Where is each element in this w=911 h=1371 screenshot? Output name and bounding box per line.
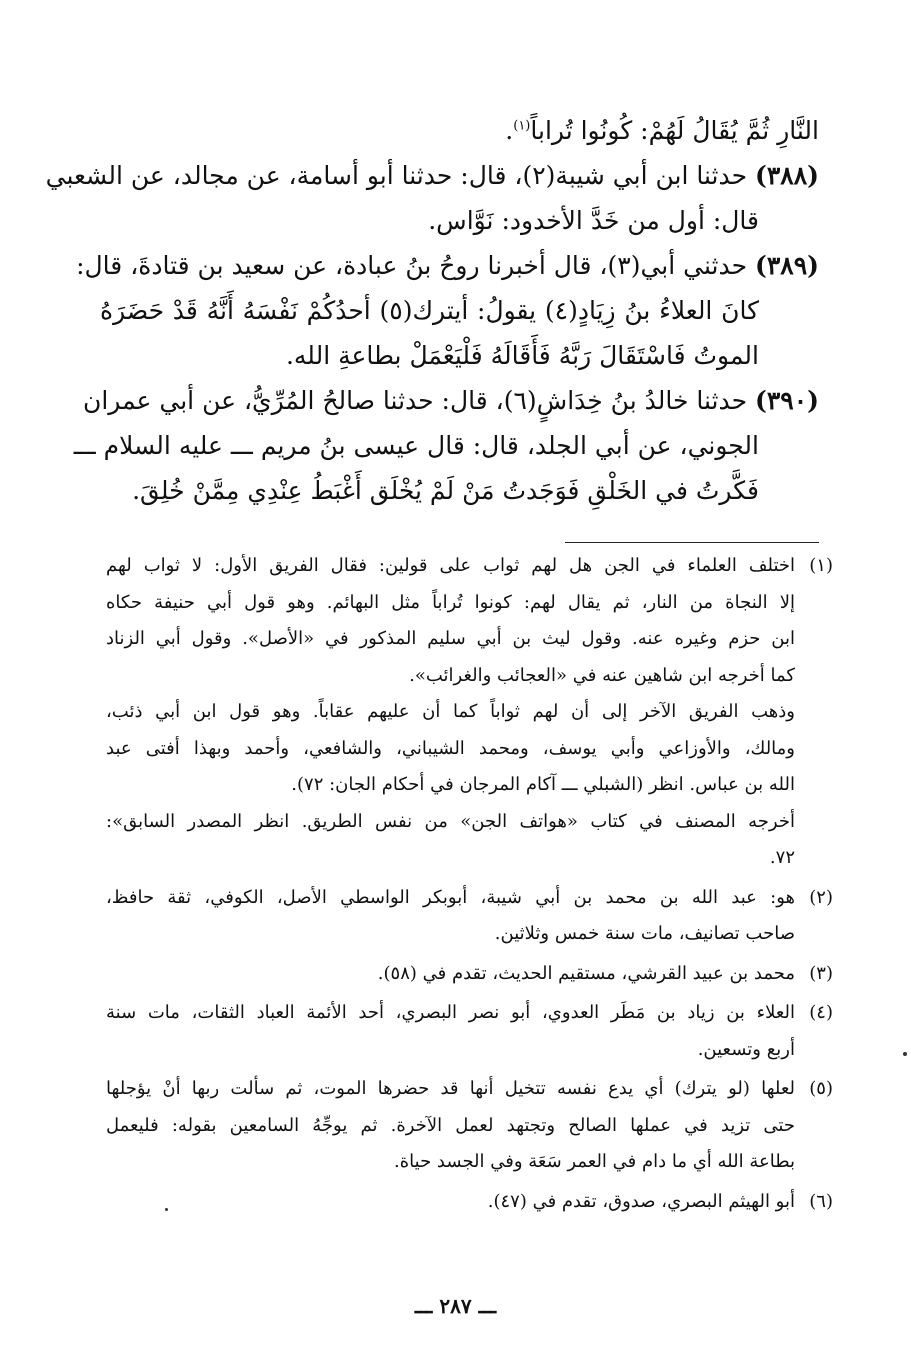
footnote-number: (٤): [809, 1002, 833, 1023]
hadith-389: [76, 243, 819, 378]
footnote-line: حتى تزيد في عملها الصالح وتجتهد لعمل الآخرة. ثم يوجِّهُ السامعين بقوله: فليعمل: [106, 1114, 795, 1136]
intro-text: النَّارِ ثُمَّ يُقَالُ لَهُمْ: كُونُوا تُراباً: [530, 116, 819, 145]
footnote-5: [106, 1071, 833, 1181]
hadith-line: الموتُ فَاسْتَقَالَ رَبَّهُ فَأَقَالَهُ فَلْيَعْمَلْ بطاعةِ الله.: [285, 341, 759, 370]
footnote-separator: [565, 542, 819, 543]
footnote-text: [106, 1184, 795, 1221]
footnotes: [106, 548, 833, 1223]
footnote-line: الله بن عباس. انظر (الشبلي ـــ آكام المرجان في أحكام الجان: ٧٢).: [291, 774, 795, 795]
hadith-line: الجوني، عن أبي الجلد، قال: قال عيسى بنُ مريم ـــ عليه السلام ـــ: [73, 431, 759, 460]
hadith-388: [45, 153, 819, 243]
hadith-line: [45, 153, 819, 198]
footnote-line: وذهب الفريق الآخر إلى أن لهم ثواباً كما أن عليهم عقاباً. وهو قول ابن أبي ذئب،: [106, 701, 795, 722]
footnote-line: صاحب تصانيف، مات سنة خمس وثلاثين.: [494, 923, 795, 944]
hadith-line: فَكَّرتُ في الخَلْقِ فَوَجَدتُ مَنْ لَمْ يُخْلَق أَغْبَطُ عِنْدِي مِمَّنْ خُلِقَ.: [132, 476, 759, 505]
hadith-line: كانَ العلاءُ بنُ زِيَادٍ(٤) يقولُ: أيترك(٥) أحدُكُمْ نَفْسَهُ أَنَّهُ قَدْ حَضَرَهُ: [100, 296, 759, 325]
footnote-text: [106, 956, 795, 993]
footnote-number: (٣): [809, 962, 833, 984]
footnote-line: أربع وتسعين.: [697, 1038, 795, 1060]
hadith-number: (٣٩٠): [755, 386, 819, 415]
hadith-text: حدثني أبي(٣)، قال أخبرنا روحُ بنُ عبادة، عن سعيد بن قتادةَ، قال:: [76, 251, 748, 280]
footnote-4: [106, 995, 833, 1068]
footnote-3: [106, 956, 833, 993]
hadith-number: (٣٨٩): [755, 251, 819, 280]
hadith-line: [76, 243, 819, 288]
footnote-line: اختلف العلماء في الجن هل لهم ثواب على قولين: فقال الفريق الأول: لا ثواب لهم: [106, 555, 795, 576]
footnote-number: (١): [809, 555, 833, 576]
footnote-line: لعلها (لو يترك) أي يدع نفسه تتخيل أنها قد حضرها الموت، ثم سألت ربها أنْ يؤجلها: [106, 1078, 795, 1099]
footnote-line: ابن حزم وغيره عنه. وقول ليث بن أبي سليم المذكور في «الأصل». وقول أبي الزناد: [106, 628, 795, 649]
intro-line: النَّارِ ثُمَّ يُقَالُ لَهُمْ: كُونُوا تُراباً$^{(١)}$.: [505, 116, 819, 145]
footnote-number: (٦): [809, 1190, 833, 1212]
footnote-line: ٧٢.: [769, 847, 795, 868]
footnote-6: [106, 1184, 833, 1221]
footnote-text: [106, 1071, 795, 1181]
footnote-ref: (١): [513, 118, 531, 134]
footnote-line: بطاعة الله أي ما دام في العمر سَعَة وفي الجسد حياة.: [394, 1151, 795, 1172]
footnote-line: العلاء بن زياد بن مَطَر العدوي، أبو نصر البصري، أحد الأئمة العباد الثقات، مات سنة: [106, 1002, 795, 1023]
hadith-number: (٣٨٨): [755, 161, 819, 190]
page-number: ـــ ٢٨٧ ـــ: [414, 1294, 497, 1318]
footnote-text: [106, 995, 795, 1068]
footnote-line: إلا النجاة من النار، ثم يقال لهم: كونوا تُراباً مثل البهائم. وهو قول أبي حنيفة حكاه: [106, 591, 795, 613]
footnote-2: [106, 880, 833, 953]
footnote-line: كما أخرجه ابن شاهين عنه في «العجائب والغرائب».: [409, 664, 795, 686]
hadith-390: [73, 378, 819, 513]
footnote-number: (٥): [809, 1078, 833, 1099]
hadith-text: حدثنا ابن أبي شيبة(٢)، قال: حدثنا أبو أسامة، عن مجالد، عن الشعبي: [45, 161, 748, 190]
scan-speck: [903, 1052, 907, 1056]
hadith-line: قال: أول من خَدَّ الأخدود: نَوَّاس.: [428, 206, 759, 235]
footnote-text: [106, 548, 795, 877]
footnote-line: محمد بن عبيد القرشي، مستقيم الحديث، تقدم في (٥٨).: [377, 962, 795, 984]
footnote-1: [106, 548, 833, 877]
main-text: [45, 108, 819, 513]
footnote-text: [106, 880, 795, 953]
footnote-line: ومالك، والأوزاعي وأبي يوسف، ومحمد الشيباني، والشافعي، وأحمد وبهذا أفتى عبد: [106, 737, 795, 759]
footnote-line: أخرجه المصنف في كتاب «هواتف الجن» من نفس الطريق. انظر المصدر السابق»:: [106, 810, 795, 832]
footnote-line: هو: عبد الله بن محمد بن أبي شيبة، أبوبكر الواسطي الأصل، الكوفي، ثقة حافظ،: [106, 886, 795, 908]
footnote-number: (٢): [809, 886, 833, 908]
hadith-text: حدثنا خالدُ بنُ خِدَاشٍ(٦)، قال: حدثنا صالحُ المُرِّيُّ، عن أبي عمران: [82, 386, 748, 415]
scan-speck: [165, 1208, 168, 1211]
footnote-line: أبو الهيثم البصري، صدوق، تقدم في (٤٧).: [487, 1190, 795, 1212]
hadith-line: [82, 378, 819, 423]
